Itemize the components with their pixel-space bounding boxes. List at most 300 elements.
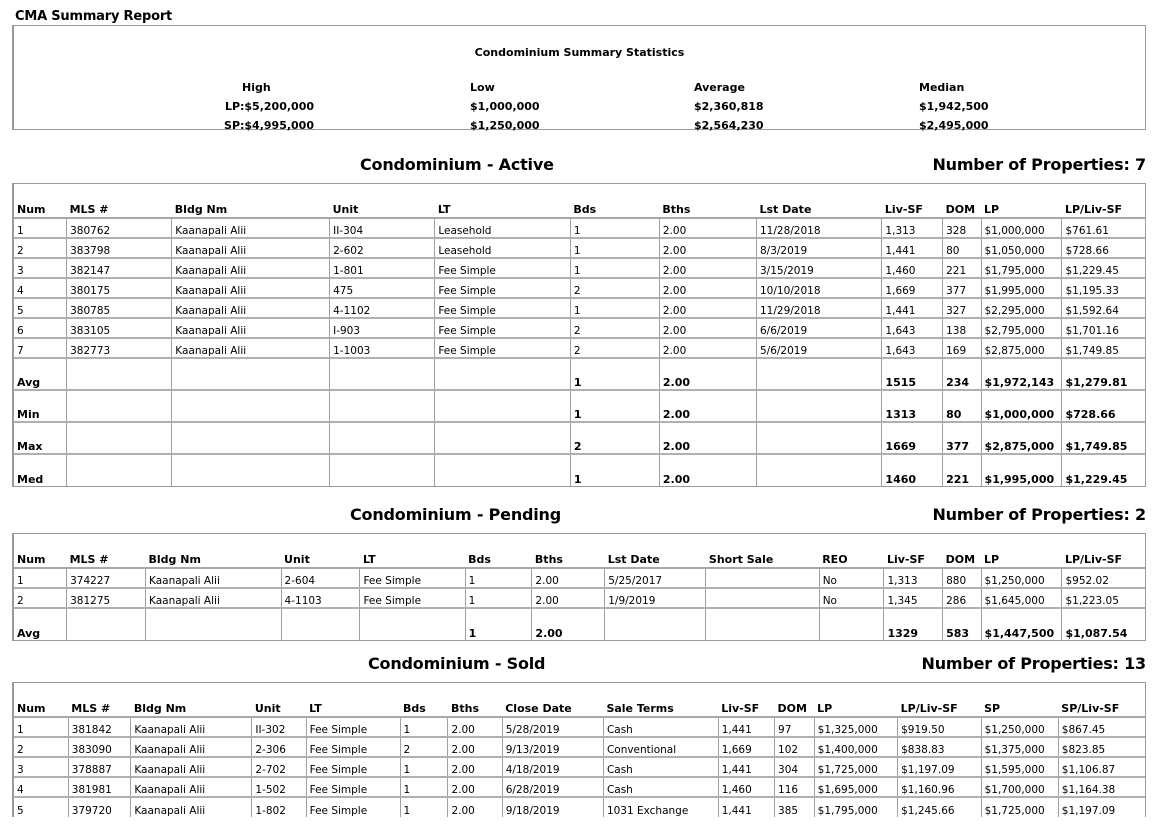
column-header: LP/Liv-SF [898, 683, 981, 717]
summary-label-high: High [242, 81, 271, 94]
table-cell: 2.00 [659, 318, 756, 338]
table-cell: Fee Simple [435, 318, 571, 338]
column-header: Unit [330, 184, 435, 218]
table-cell: 1 [400, 717, 448, 737]
table-cell [146, 608, 282, 640]
table-cell [435, 422, 571, 454]
table-cell: 1,313 [884, 568, 943, 588]
table-cell: 2 [570, 318, 659, 338]
table-cell: Kaanapali Alii [172, 298, 330, 318]
table-cell [756, 358, 881, 390]
column-header: Bldg Nm [172, 184, 330, 218]
column-header: Lst Date [605, 534, 706, 568]
table-cell: Fee Simple [306, 717, 400, 737]
table-cell: 5/28/2019 [502, 717, 603, 737]
table-cell: $1,106.87 [1058, 757, 1145, 777]
table-cell: $867.45 [1058, 717, 1145, 737]
table-cell: 377 [943, 278, 981, 298]
column-header: Bldg Nm [131, 683, 252, 717]
table-cell: 10/10/2018 [756, 278, 881, 298]
table-cell [756, 422, 881, 454]
table-cell [605, 608, 706, 640]
table-cell: $728.66 [1062, 238, 1145, 258]
table-cell: Fee Simple [435, 258, 571, 278]
table-cell: 880 [943, 568, 981, 588]
table-row [14, 218, 1145, 238]
table-cell: 116 [775, 777, 815, 797]
table-cell: 1031 Exchange [603, 797, 718, 817]
table-cell: 2-602 [330, 238, 435, 258]
table-cell: 381981 [68, 777, 131, 797]
table-cell: $1,995,000 [981, 454, 1062, 486]
table-cell [172, 454, 330, 486]
summary-high-sp: SP:$4,995,000 [224, 119, 314, 132]
table-cell: 2 [14, 588, 67, 608]
table-cell: Fee Simple [306, 797, 400, 817]
table-row [14, 278, 1145, 298]
table-cell: Fee Simple [306, 777, 400, 797]
table-header-row [14, 683, 1145, 717]
table-cell: Fee Simple [360, 568, 465, 588]
table-cell: 2.00 [532, 608, 605, 640]
table-cell: $1,375,000 [981, 737, 1058, 757]
table-cell: 380762 [67, 218, 172, 238]
column-header: Bths [659, 184, 756, 218]
table-cell: $1,795,000 [981, 258, 1062, 278]
table-cell: Cash [603, 777, 718, 797]
table-cell: 1 [465, 588, 532, 608]
summary-median-sp: $2,495,000 [919, 119, 989, 132]
table-cell [67, 422, 172, 454]
table-cell: 80 [943, 238, 981, 258]
table-cell: 1 [14, 218, 67, 238]
column-header: Bths [448, 683, 502, 717]
table-cell: 2.00 [659, 218, 756, 238]
table-cell: 3 [14, 258, 67, 278]
column-header: LT [306, 683, 400, 717]
table-cell: I-903 [330, 318, 435, 338]
table-cell: 2.00 [659, 422, 756, 454]
table-cell: $1,164.38 [1058, 777, 1145, 797]
table-cell: 1,460 [882, 258, 943, 278]
table-cell: 2.00 [448, 757, 502, 777]
column-header: LT [360, 534, 465, 568]
table-cell: 2.00 [659, 358, 756, 390]
table-cell: $1,595,000 [981, 757, 1058, 777]
summary-label-low: Low [470, 81, 495, 94]
table-cell: 1 [400, 757, 448, 777]
column-header: Bldg Nm [146, 534, 282, 568]
table-cell: 2-604 [281, 568, 360, 588]
table-cell: 1,345 [884, 588, 943, 608]
table-row [14, 238, 1145, 258]
table-cell: 1669 [882, 422, 943, 454]
table-cell [706, 568, 819, 588]
table-cell: Conventional [603, 737, 718, 757]
column-header: Num [14, 184, 67, 218]
table-cell: 5 [17, 805, 24, 817]
table-cell [67, 358, 172, 390]
table-cell [172, 422, 330, 454]
sold-listings-table [12, 682, 1146, 817]
summary-col-median [919, 78, 989, 135]
table-cell: 374227 [67, 568, 146, 588]
table-cell: Kaanapali Alii [172, 278, 330, 298]
table-cell: $1,700,000 [981, 777, 1058, 797]
table-cell: Min [14, 390, 67, 422]
table-cell: 304 [775, 757, 815, 777]
table-cell: 80 [943, 390, 981, 422]
table-cell: Leasehold [435, 218, 571, 238]
column-header: SP [981, 683, 1058, 717]
table-cell: 1,460 [718, 777, 774, 797]
table-cell: 4-1103 [281, 588, 360, 608]
column-header: DOM [943, 184, 981, 218]
table-cell: Max [14, 422, 67, 454]
stat-row [14, 608, 1145, 640]
column-header: Sale Terms [603, 683, 718, 717]
table-cell: 383090 [68, 737, 131, 757]
column-header: LP [814, 683, 897, 717]
table-cell: 9/13/2019 [502, 737, 603, 757]
column-header: LP/Liv-SF [1062, 184, 1145, 218]
column-header: LT [435, 184, 571, 218]
table-cell: Cash [603, 757, 718, 777]
summary-col-high [204, 78, 314, 135]
table-cell: 385 [775, 797, 815, 817]
table-cell: Leasehold [435, 238, 571, 258]
table-cell: Kaanapali Alii [172, 238, 330, 258]
table-cell: 380785 [67, 298, 172, 318]
table-cell: Kaanapali Alii [131, 717, 252, 737]
table-cell: 382773 [67, 338, 172, 358]
column-header: MLS # [67, 534, 146, 568]
table-cell: $1,229.45 [1062, 258, 1145, 278]
table-cell: 97 [775, 717, 815, 737]
table-cell: $1,592.64 [1062, 298, 1145, 318]
column-header: MLS # [67, 184, 172, 218]
table-cell: Kaanapali Alii [172, 258, 330, 278]
table-cell: 327 [943, 298, 981, 318]
table-cell [435, 358, 571, 390]
stat-row [14, 422, 1145, 454]
table-row [14, 338, 1145, 358]
table-cell: 6 [14, 318, 67, 338]
table-cell: 5/25/2017 [605, 568, 706, 588]
table-cell: $1,400,000 [814, 737, 897, 757]
table-cell [435, 454, 571, 486]
table-cell [172, 358, 330, 390]
table-cell: 2.00 [448, 737, 502, 757]
stat-row [14, 390, 1145, 422]
table-cell: $1,725,000 [814, 757, 897, 777]
table-cell: Avg [17, 627, 41, 640]
table-cell: 380175 [67, 278, 172, 298]
summary-low-lp: $1,000,000 [470, 100, 540, 113]
table-cell [706, 588, 819, 608]
table-cell: 1,441 [882, 238, 943, 258]
table-cell: No [819, 568, 884, 588]
table-cell: Fee Simple [306, 757, 400, 777]
table-row [14, 318, 1145, 338]
sold-property-count: Number of Properties: 13 [921, 654, 1146, 673]
table-cell [330, 422, 435, 454]
table-cell: $1,223.05 [1062, 588, 1145, 608]
column-header: Unit [252, 683, 306, 717]
table-cell: 1-502 [252, 777, 306, 797]
table-cell [360, 608, 465, 640]
table-cell: 2.00 [659, 238, 756, 258]
table-cell: 2 [14, 737, 68, 757]
table-cell [281, 608, 360, 640]
table-cell: 2.00 [448, 797, 502, 817]
table-cell: 1,441 [718, 797, 774, 817]
pending-listings-table [12, 533, 1146, 641]
table-cell [435, 390, 571, 422]
table-cell [172, 390, 330, 422]
table-cell: 381842 [68, 717, 131, 737]
table-cell: $1,279.81 [1062, 358, 1145, 390]
table-cell: 377 [943, 422, 981, 454]
column-header: Num [14, 534, 67, 568]
table-row [14, 797, 1145, 817]
active-property-count: Number of Properties: 7 [932, 155, 1146, 174]
summary-label-median: Median [919, 81, 965, 94]
table-cell: 1515 [882, 358, 943, 390]
table-cell [67, 608, 146, 640]
column-header: Bds [465, 534, 532, 568]
table-cell: 1313 [882, 390, 943, 422]
table-cell: 1329 [884, 608, 943, 640]
table-cell: $1,050,000 [981, 238, 1062, 258]
pending-section-heading: Condominium - Pending [350, 505, 561, 524]
table-cell: 2-306 [252, 737, 306, 757]
table-cell: $1,195.33 [1062, 278, 1145, 298]
table-cell: 2.00 [448, 777, 502, 797]
table-cell: Kaanapali Alii [172, 318, 330, 338]
table-row [14, 717, 1145, 737]
table-cell: 11/28/2018 [756, 218, 881, 238]
table-cell: Kaanapali Alii [172, 218, 330, 238]
table-cell: $2,875,000 [981, 422, 1062, 454]
table-cell: Kaanapali Alii [131, 797, 252, 817]
table-cell: $1,749.85 [1062, 422, 1145, 454]
summary-statistics-box [12, 25, 1146, 130]
table-cell: 2 [400, 737, 448, 757]
table-cell: $1,995,000 [981, 278, 1062, 298]
table-cell: $1,229.45 [1062, 454, 1145, 486]
table-cell: 1 [14, 568, 67, 588]
table-cell: 1/9/2019 [605, 588, 706, 608]
summary-label-average: Average [694, 81, 745, 94]
table-cell: $728.66 [1062, 390, 1145, 422]
table-cell: 1,669 [882, 278, 943, 298]
table-cell: 2.00 [532, 568, 605, 588]
summary-average-lp: $2,360,818 [694, 100, 764, 113]
table-cell [67, 390, 172, 422]
table-cell: 3 [14, 757, 68, 777]
table-cell: 2.00 [659, 278, 756, 298]
table-cell: Avg [14, 358, 67, 390]
table-cell [819, 608, 884, 640]
table-row [14, 737, 1145, 757]
table-cell: $838.83 [898, 737, 981, 757]
table-cell: 1 [465, 608, 532, 640]
table-cell: Fee Simple [435, 278, 571, 298]
table-cell: 1 [570, 298, 659, 318]
table-cell: 4 [14, 278, 67, 298]
table-row [14, 258, 1145, 278]
table-cell: 5/6/2019 [756, 338, 881, 358]
table-cell: $1,245.66 [898, 797, 981, 817]
table-cell: $1,087.54 [1062, 608, 1145, 640]
table-cell: Kaanapali Alii [146, 568, 282, 588]
table-cell: 381275 [67, 588, 146, 608]
table-cell: 379720 [68, 797, 131, 817]
table-cell: 4 [14, 777, 68, 797]
summary-average-sp: $2,564,230 [694, 119, 764, 132]
column-header: Liv-SF [882, 184, 943, 218]
table-header-row [14, 534, 1145, 568]
table-cell: $2,295,000 [981, 298, 1062, 318]
column-header: LP [981, 184, 1062, 218]
summary-high-lp: LP:$5,200,000 [224, 100, 314, 113]
table-cell: $1,447,500 [981, 608, 1062, 640]
table-cell: $1,197.09 [1058, 797, 1145, 817]
column-header: REO [819, 534, 884, 568]
table-cell: 221 [943, 258, 981, 278]
table-cell: 3/15/2019 [756, 258, 881, 278]
table-cell: II-304 [330, 218, 435, 238]
column-header: DOM [943, 534, 981, 568]
table-cell: 2-702 [252, 757, 306, 777]
table-cell: 221 [943, 454, 981, 486]
table-cell: 1 [14, 717, 68, 737]
table-cell: 1 [465, 568, 532, 588]
table-cell: 2.00 [659, 298, 756, 318]
table-cell: 328 [943, 218, 981, 238]
table-cell: 1,313 [882, 218, 943, 238]
table-cell: Kaanapali Alii [146, 588, 282, 608]
table-cell: $1,160.96 [898, 777, 981, 797]
table-cell: 8/3/2019 [756, 238, 881, 258]
table-cell: 2.00 [659, 390, 756, 422]
column-header: Liv-SF [718, 683, 774, 717]
table-cell: II-302 [252, 717, 306, 737]
summary-low-sp: $1,250,000 [470, 119, 540, 132]
table-cell: Kaanapali Alii [131, 777, 252, 797]
table-cell: $2,795,000 [981, 318, 1062, 338]
table-cell: 1 [400, 777, 448, 797]
table-cell: 7 [14, 338, 67, 358]
table-cell: 6/6/2019 [756, 318, 881, 338]
table-header-row [14, 184, 1145, 218]
column-header: Liv-SF [884, 534, 943, 568]
column-header: Bds [400, 683, 448, 717]
table-cell [756, 390, 881, 422]
report-title: CMA Summary Report [15, 9, 173, 24]
table-cell: 383798 [67, 238, 172, 258]
table-cell: $761.61 [1062, 218, 1145, 238]
table-cell: 1 [400, 797, 448, 817]
table-cell: $1,695,000 [814, 777, 897, 797]
table-cell [756, 454, 881, 486]
table-cell: 1,669 [718, 737, 774, 757]
table-cell: Fee Simple [435, 338, 571, 358]
table-cell [706, 608, 819, 640]
column-header: SP/Liv-SF [1058, 683, 1145, 717]
column-header: Num [14, 683, 68, 717]
summary-col-average [694, 78, 764, 135]
table-cell: 1 [570, 390, 659, 422]
table-cell: Cash [603, 717, 718, 737]
table-cell: 1 [570, 358, 659, 390]
column-header: Short Sale [706, 534, 819, 568]
table-cell: 11/29/2018 [756, 298, 881, 318]
table-cell: Fee Simple [306, 737, 400, 757]
table-cell: 2 [570, 338, 659, 358]
table-cell: 1-1003 [330, 338, 435, 358]
table-cell: 2.00 [659, 454, 756, 486]
table-cell: 169 [943, 338, 981, 358]
table-cell: 2.00 [659, 258, 756, 278]
table-cell: $952.02 [1062, 568, 1145, 588]
table-cell: 1460 [882, 454, 943, 486]
table-cell: 1 [570, 238, 659, 258]
table-row [14, 298, 1145, 318]
table-cell: $1,725,000 [981, 797, 1058, 817]
column-header: Unit [281, 534, 360, 568]
table-cell: 383105 [67, 318, 172, 338]
column-header: MLS # [68, 683, 131, 717]
table-cell: Fee Simple [435, 298, 571, 318]
table-cell: $2,875,000 [981, 338, 1062, 358]
table-cell: 1,643 [882, 318, 943, 338]
stat-row [14, 358, 1145, 390]
table-cell: $1,795,000 [814, 797, 897, 817]
table-cell: 5 [14, 298, 67, 318]
table-cell: 1,643 [882, 338, 943, 358]
column-header: Close Date [502, 683, 603, 717]
table-cell: 1 [570, 454, 659, 486]
table-cell: 2 [570, 422, 659, 454]
table-cell: $1,197.09 [898, 757, 981, 777]
table-cell: $823.85 [1058, 737, 1145, 757]
column-header: Bths [532, 534, 605, 568]
column-header: LP [981, 534, 1062, 568]
table-cell: $1,325,000 [814, 717, 897, 737]
table-cell: 234 [943, 358, 981, 390]
table-cell: 475 [330, 278, 435, 298]
pending-property-count: Number of Properties: 2 [932, 505, 1146, 524]
table-cell: 286 [943, 588, 981, 608]
table-cell: $1,749.85 [1062, 338, 1145, 358]
table-cell: $1,701.16 [1062, 318, 1145, 338]
table-cell: $1,000,000 [981, 218, 1062, 238]
table-cell: Kaanapali Alii [131, 757, 252, 777]
table-cell: 378887 [68, 757, 131, 777]
table-cell: 102 [775, 737, 815, 757]
column-header: LP/Liv-SF [1062, 534, 1145, 568]
active-section-heading: Condominium - Active [360, 155, 554, 174]
column-header: DOM [775, 683, 815, 717]
table-cell: 2.00 [532, 588, 605, 608]
sold-section-heading: Condominium - Sold [368, 654, 546, 673]
table-cell: 1,441 [718, 757, 774, 777]
table-cell: 1 [570, 258, 659, 278]
table-cell: $919.50 [898, 717, 981, 737]
table-cell: 1,441 [718, 717, 774, 737]
